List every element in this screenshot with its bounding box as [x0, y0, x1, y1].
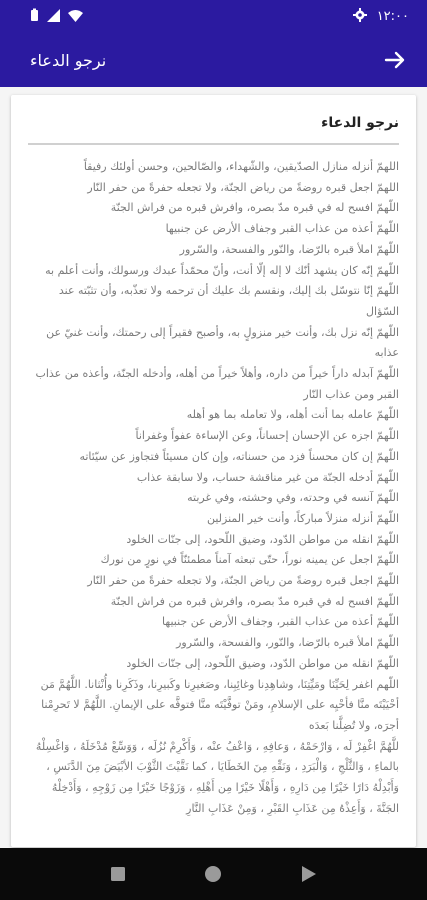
settings-icon	[353, 8, 367, 26]
card-title: نرجو الدعاء	[321, 115, 399, 131]
dua-line: اللّهمّ املأ قبره بالرّضا، والنّور والفسحة، والسّرور	[179, 242, 399, 256]
dua-text	[11, 145, 416, 820]
home-circle-icon[interactable]	[199, 860, 227, 888]
dua-line: اللّهمّ انقله من مواطن الدّود، وضيق اللّحود، إلى جنّات الخلود	[126, 532, 399, 546]
dua-line: اللّهمّ املأ قبره بالرّضا، والنّور، والفسحة، والسّرور	[176, 636, 399, 650]
dua-line: اللّهمّ آبدله داراً خيراً من داره، وأهلاً خيراً من أهله، وأدخله الجنّة، وأعذه من عذاب القبر ومن عذاب النّار	[35, 367, 399, 401]
dua-line: اللّهمّ آنسه في وحدته، وفي وحشته، وفي غربته	[187, 491, 399, 505]
dua-line: اللّهمّ انقله من مواطن الدّود، وضيق اللّحود، إلى جنّات الخلود	[126, 656, 399, 670]
dua-line: اللّهمّ اجزه عن الإحسان إحساناً، وعن الإساءة عفواً وغفراناً	[135, 429, 399, 443]
dua-line: اللهمّ اجعل قبره روضةً من رياض الجنّة، ولا تجعله حفرةً من حفر النّار	[87, 180, 399, 194]
dua-line: اللّهم اغفر لِحَيِّنَا ومَيِّتِنَا، وشاهِدِنا وغائِبِنا، وصَغيرِنا وكَبيرِنا، وذَكَرِنا وأُنْثانا. اللَّهُمَّ مَن أحْيَيْتَه منَّا فأحْيِه على الإسلامِ، ومَنْ توفَّيْتَه منَّا فتوفَّه على الإيمانِ. اللَّهُمَّ لا تَحرِمْنا أجرَه، ولا تُضِلَّنا بَعدَه	[40, 677, 399, 732]
dua-line: اللّهمّ اجعل قبره روضةً من رياض الجنّة، ولا تجعله حفرةً من حفر النّار	[87, 574, 399, 588]
dua-line: للَّهُمَّ اغْفِرْ لَه ، وَارْحَمْهُ ، وَعافِهِ ، وَاعْفُ عنْه ، وَأَكْرِمْ نُزُلَه ، وَوَسِّعْ مُدْخَلَهُ ، وَاغْسِلْهُ بالماءِ ، وَالثَّلْجِ ، وَالْبَرَدِ ، وَنَقِّهِ مِنَ الخَطَايَا ، كما نَقَّيْتَ الثَّوْبَ الأبْيَضَ مِنَ الدَّنَسِ ، وَأَبْدِلْهُ دَارًا خَيْرًا مِن دَارِهِ ، وَأَهْلًا خَيْرًا مِن أَهْلِهِ ، وَزَوْجًا خَيْرًا مِن زَوْجِهِ ، وَأَدْخِلْهُ الجَنَّةَ ، وَأَعِذْهُ مِن عَذَابِ القَبْرِ ، وَمِنْ عَذَابِ النَّارِ	[35, 739, 399, 815]
system-nav-bar	[0, 848, 427, 900]
status-right	[353, 8, 409, 26]
dua-line: اللّهمّ إنّه نزل بك، وأنت خير منزولٍ به، وأصبح فقيراً إلى رحمتك، وأنت غنيّ عن عذابه	[46, 325, 399, 360]
dua-line: اللّهمّ عامله بما أنت أهله، ولا تعامله بما هو أهله	[186, 408, 399, 422]
dua-line: اللّهمّ إن كان محسناً فزد من حسناته، وإن كان مسيئاً فتجاوز عن سيّئاته	[79, 449, 399, 463]
dua-line: اللّهمّ اجعل عن يمينه نوراً، حتّى تبعثه آمناً مطمئنّاً في نورٍ من نورك	[100, 553, 399, 567]
recents-square-icon[interactable]	[104, 860, 132, 888]
wifi-icon	[68, 7, 83, 26]
app-bar	[0, 33, 427, 87]
dua-line: اللّهمّ أعذه من عذاب القبر، وجفاف الأرض عن جنبيها	[162, 615, 399, 629]
status-left	[30, 7, 83, 26]
battery-icon	[30, 7, 39, 26]
dua-line: اللّهمّ إنّا نتوسّل بك إليك، ونقسم بك عليك أن ترحمه ولا تعذّبه، وأن تثبّته عند السّؤال	[58, 284, 399, 318]
signal-icon	[47, 7, 60, 26]
status-time: ١٢:٠٠	[376, 9, 409, 24]
app-bar-title: نرجو الدعاء	[30, 50, 107, 70]
arrow-right-icon[interactable]	[381, 46, 409, 74]
dua-line: اللّهمّ أدخله الجنّة من غير مناقشة حساب، ولا سابقة عذاب	[136, 470, 399, 484]
dua-line: اللّهمّ افسح له في قبره مدّ بصره، وافرش قبره من فراش الجنّة	[110, 594, 399, 608]
back-triangle-icon[interactable]	[295, 860, 323, 888]
dua-line: اللّهمّ إنّه كان يشهد أنّك لا إله إلّا أنت، وأنّ محمّداً عبدك ورسولك، وأنت أعلم به	[45, 263, 399, 277]
dua-card	[11, 95, 416, 847]
status-bar	[0, 0, 427, 33]
dua-line: اللّهمّ افسح له في قبره مدّ بصره، وافرش قبره من فراش الجنّة	[110, 201, 399, 215]
dua-line: اللهمّ أنزله منازل الصدّيقين، والشّهداء، والصّالحين، وحسن أولئك رفيقاً	[83, 160, 399, 173]
dua-line: اللّهمّ أنزله منزلاً مباركاً، وأنت خير المنزلين	[206, 511, 399, 525]
dua-line: اللّهمّ أعذه من عذاب القبر وجفاف الأرض عن جنبيها	[165, 222, 399, 236]
